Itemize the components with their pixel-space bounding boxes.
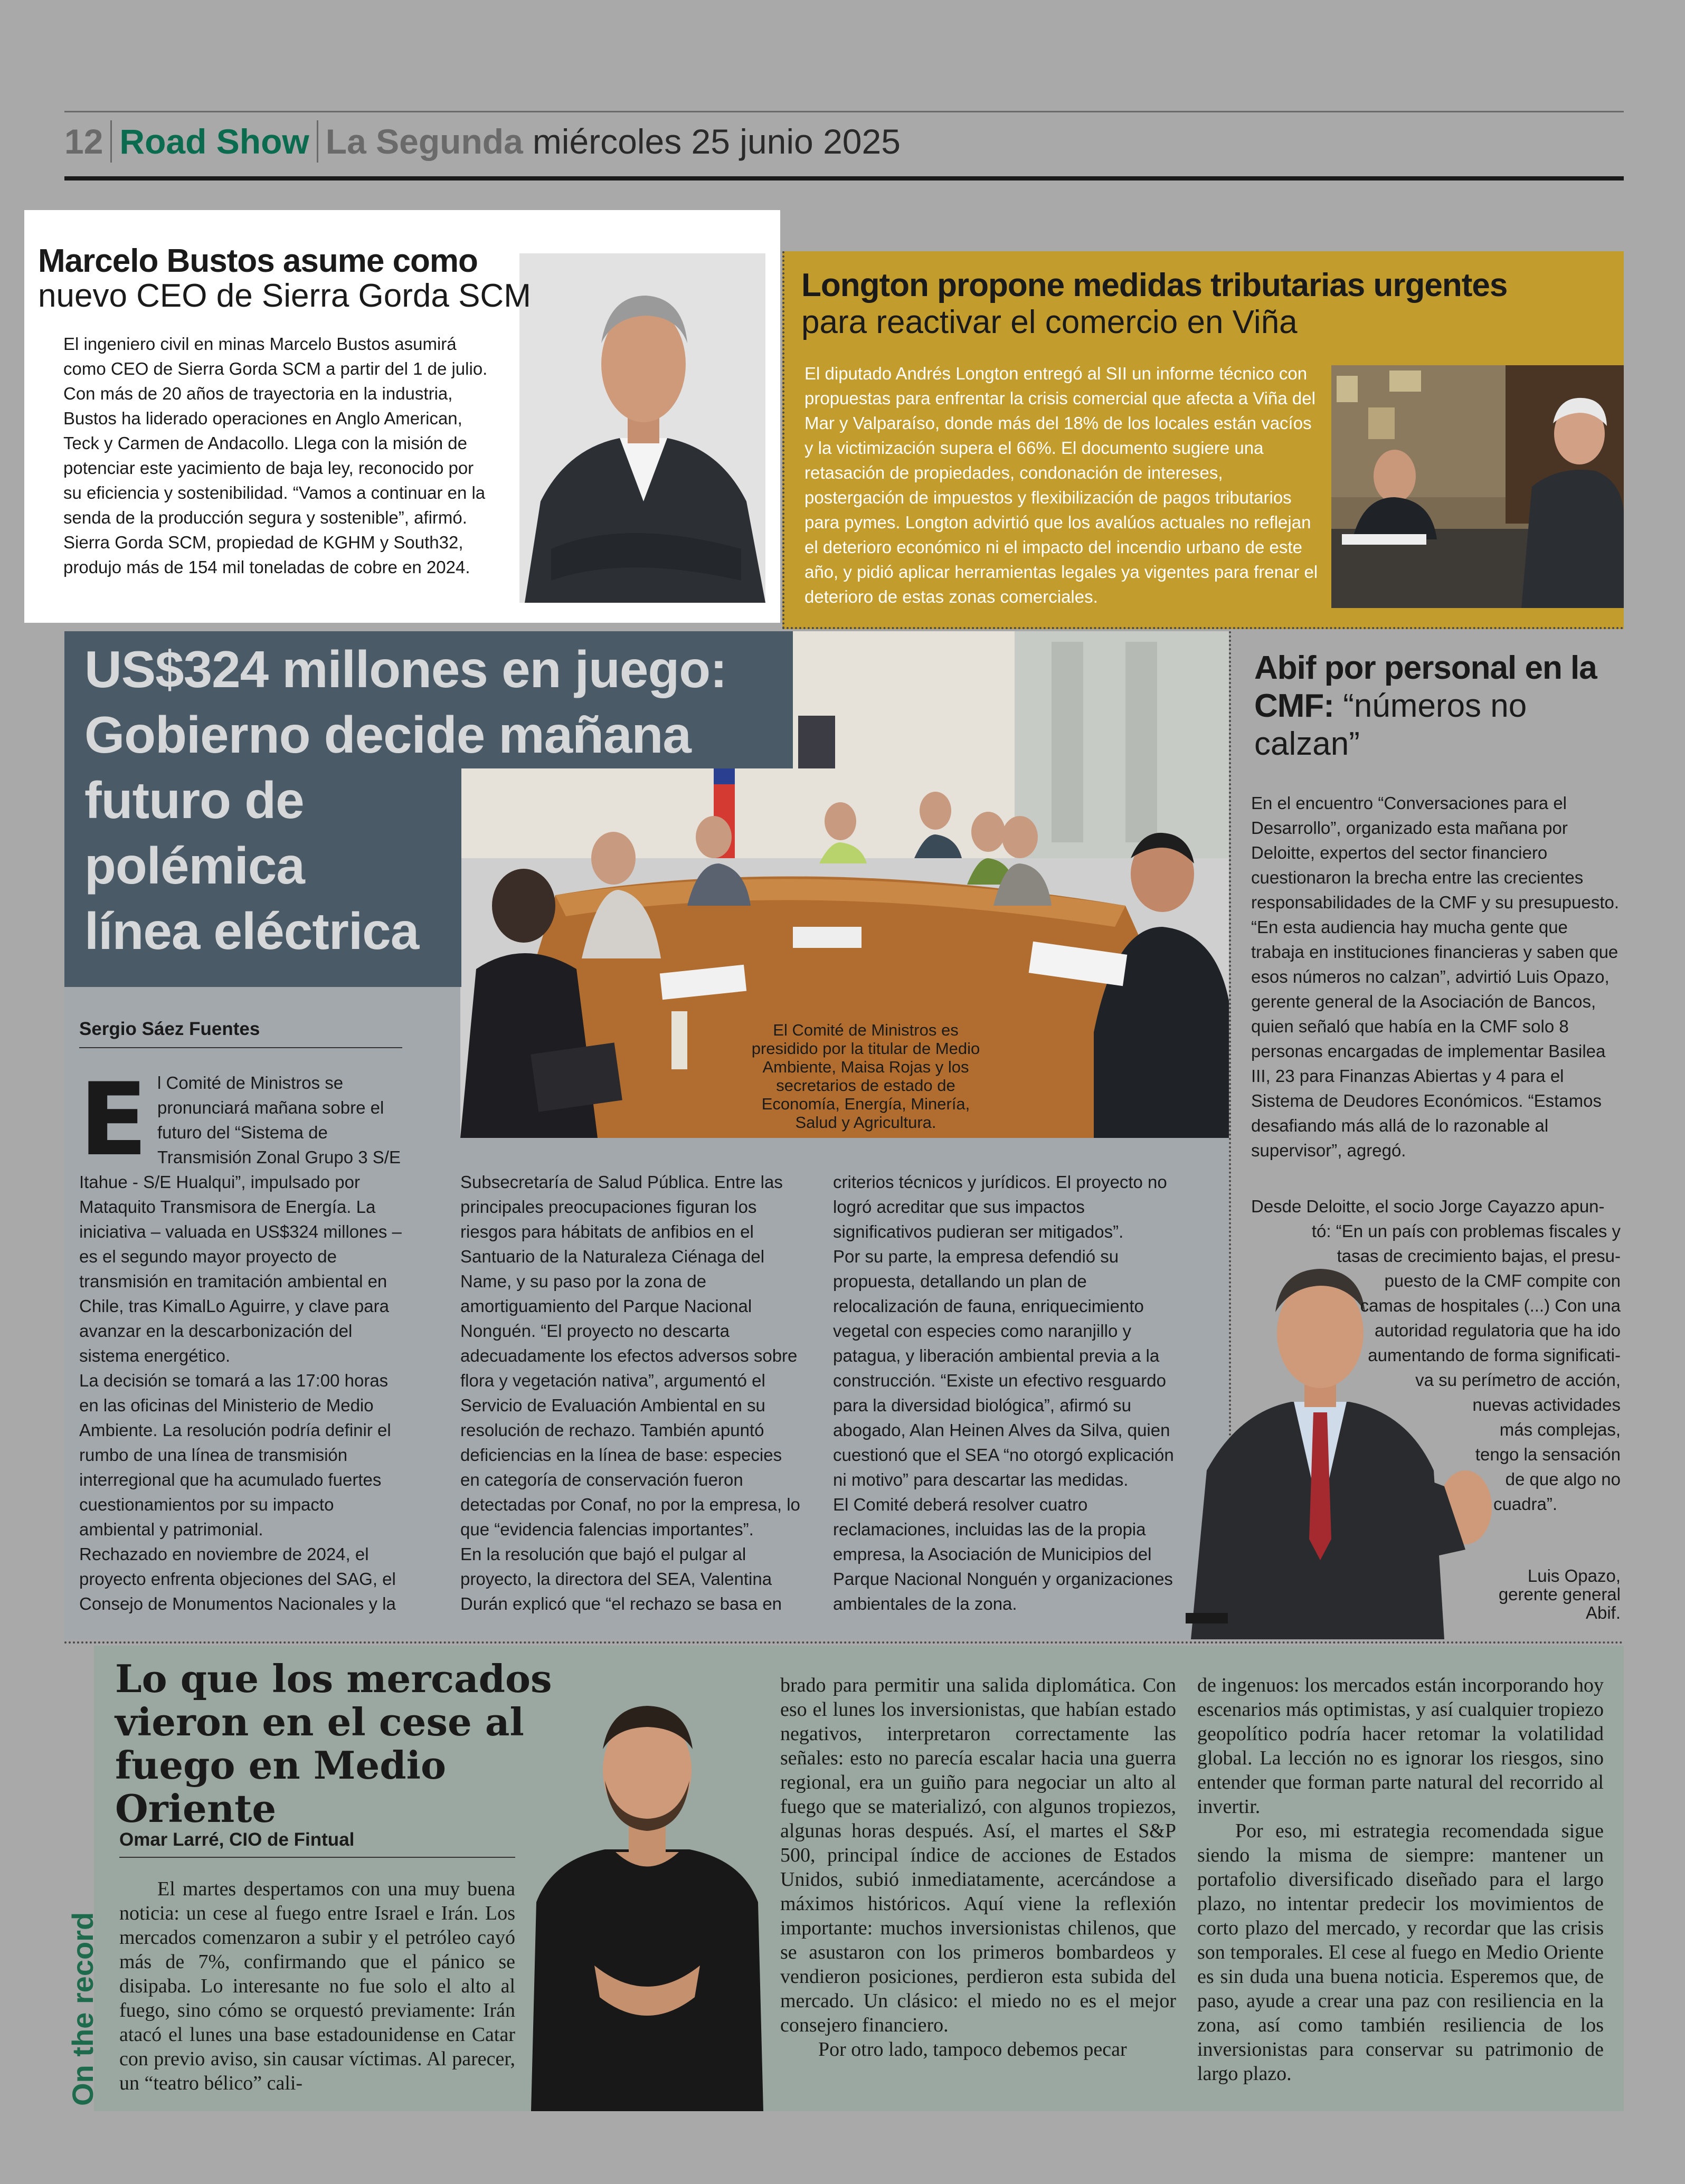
abif-headline-bold: Abif por personal en la CMF: <box>1254 650 1597 724</box>
photo-caption: El Comité de Ministros es presidido por la titular de Medio Ambiente, Maisa Rojas y los secretarios de estado de Economía, Energía, Minería, Salud y Agricultura. <box>751 1021 980 1132</box>
paragraph: brado para permitir una salida diplomática. Con eso el lunes los inversionistas, que habían estado negativos, interpretaron correctamente las señales: esto no parecía escalar hacia una guerra regional, era un guiño para negociar un alto al fuego que se materializó, con algunos tropiezos, algunas horas después. Así, el martes el S&P 500, principal índice de acciones de Estados Unidos, subió inmediatamente, acercándose a máximos históricos. Aquí viene la reflexión importante: muchos inversionistas chilenos, que se asustaron con los primeros bombardeos y vendieron posiciones, perdieron esta subida del mercado. Un clásico: el miedo no es el mejor consejero financiero. <box>780 1674 1176 2036</box>
larre-photo <box>520 1670 774 2111</box>
text-line: nuevas actividades <box>1472 1395 1621 1414</box>
text-line: cuadra”. <box>1493 1494 1557 1514</box>
abif-headline <box>1254 649 1613 763</box>
text-line: más complejas, <box>1499 1420 1621 1439</box>
text-line: tasas de crecimiento bajas, el presu- <box>1337 1246 1621 1266</box>
issue-date: miércoles 25 junio 2025 <box>532 122 901 161</box>
paragraph: Por su parte, la empresa defendió su propuesta, detallando un plan de relocalización de fauna, enriquecimiento vegetal con especies como naranjillo y patagua, y liberación ambiental previa a la construcción. “Existe un efectivo resguardo para la diversidad biológica”, afirmó su abogado, Alan Heinen Alves da Silva, quien cuestionó que el SEA “no otorgó explicación ni motivo” para descartar las medidas. <box>833 1247 1174 1489</box>
text-line: tó: “En un país con problemas fiscales y <box>1311 1221 1621 1241</box>
paragraph: criterios técnicos y jurídicos. El proyecto no logró acreditar que sus impactos significativos pudieran ser mitigados”. <box>833 1172 1167 1241</box>
paragraph: El Comité deberá resolver cuatro reclamaciones, incluidas las de la propia empresa, la Asociación de Municipios del Parque Nacional Nonguén y organizaciones ambientales de la zona. <box>833 1495 1173 1613</box>
abif-body: En el encuentro “Conversaciones para el Desarrollo”, organizado esta mañana por Deloitte, expertos del sector financiero cuestionaron la brecha entre las crecientes responsabilidades de la CMF y su presupuesto. “En esta audiencia hay mucha gente que trabaja en instituciones financieras y saben que esos números no calzan”, advirtió Luis Opazo, gerente general de la Asociación de Bancos, quien señaló que había en la CMF solo 8 personas encargadas de implementar Basilea III, 23 para Finanzas Abiertas y 4 para el Sistema de Deudores Económicos. “Estamos desafiando más allá de lo razonable al supervisor”, agregó. <box>1251 793 1620 1160</box>
larre-body-column-1: El martes despertamos con una muy buena noticia: un cese al fuego entre Israel e Irán. Los mercados comenzaron a subir y el petróleo cayó más de 7%, confirmando que el pánico se disipaba. Lo interesante no fue solo el alto al fuego, sino cómo se orquestó previamente: Irán atacó el lunes una base estadounidense en Catar con previo aviso, sin causar víctimas. Al parecer, un “teatro bélico” cali- <box>119 1878 515 2094</box>
byline-rule <box>119 1857 515 1858</box>
main-headline-line: US$324 millones en juego: <box>84 640 727 698</box>
header-top-rule <box>64 111 1624 112</box>
longton-photo <box>1331 365 1624 608</box>
abif-body-quote <box>1251 1194 1621 1516</box>
paragraph: Rechazado en noviembre de 2024, el proyecto enfrenta objeciones del SAG, el Consejo de Monumentos Nacionales y la <box>79 1544 396 1613</box>
paragraph: Itahue - S/E Hualqui”, impulsado por Mataquito Transmisora de Energía. La iniciativa – valuada en US$324 millones – es el segundo mayor proyecto de transmisión en tramitación ambiental en Chile, tras KimalLo Aguirre, y clave para avanzar en la descarbonización del sistema energético. <box>79 1172 402 1365</box>
text-line: va su perímetro de acción, <box>1415 1370 1621 1390</box>
paragraph: Por otro lado, tampoco debemos pecar <box>818 2038 1127 2060</box>
longton-body: El diputado Andrés Longton entregó al SII un informe técnico con propuestas para enfrentar la crisis comercial que afecta a Viña del Mar y Valparaíso, donde más del 18% de los locales están vacíos y la victimización supera el 66%. El documento sugiere una retasación de propiedades, condonación de intereses, postergación de impuestos y flexibilización de pagos tributarios para pymes. Longton advirtió que los avalúos actuales no reflejan el deterioro económico ni el impacto del incendio urbano de este año, y pidió aplicar herramientas legales ya vigentes para frenar el deterioro de estas zonas comerciales. <box>804 364 1318 606</box>
longton-headline-light: para reactivar el comercio en Viña <box>801 304 1298 340</box>
section-name: Road Show <box>119 122 309 161</box>
text-line: puesto de la CMF compite con <box>1384 1271 1621 1290</box>
larre-headline: Lo que los mercados vieron en el cese al fuego en Medio Oriente <box>115 1656 552 1831</box>
main-body-column-3 <box>833 1170 1176 1616</box>
bustos-body: El ingeniero civil en minas Marcelo Bustos asumirá como CEO de Sierra Gorda SCM a partir del 1 de julio. Con más de 20 años de trayectoria en la industria, Bustos ha liderado operaciones en Anglo American, Teck y Carmen de Andacollo. Llega con la misión de potenciar este yacimiento de baja ley, reconocido por su eficiencia y sostenibilidad. “Vamos a continuar en la senda de la producción segura y sostenible”, afirmó. Sierra Gorda SCM, propiedad de KGHM y South32, produjo más de 154 mil toneladas de cobre en 2024. <box>63 334 488 577</box>
byline: Sergio Sáez Fuentes <box>79 1019 260 1039</box>
bustos-headline-bold: Marcelo Bustos asume como <box>38 243 478 279</box>
text-line: tengo la sensación <box>1475 1445 1621 1464</box>
main-body-column-2 <box>460 1170 803 1616</box>
abif-headline-light: “números no calzan” <box>1254 688 1527 762</box>
larre-body-column-3 <box>1197 1673 1604 2086</box>
section-divider <box>64 1641 1624 1644</box>
text-line: de que algo no <box>1505 1469 1621 1489</box>
main-headline-line: línea eléctrica <box>84 902 419 960</box>
header-divider <box>317 120 318 163</box>
paragraph: Subsecretaría de Salud Pública. Entre las principales preocupaciones figuran los riesgos para hábitats de anfibios en el Santuario de la Naturaleza Ciénaga del Name, y su paso por la zona de amortiguamiento del Parque Nacional Nonguén. “El proyecto no descarta adecuadamente los efectos adversos sobre flora y vegetación nativa”, argumentó el Servicio de Evaluación Ambiental en su resolución de rechazo. También apuntó deficiencias en la línea de base: especies en categoría de conservación fueron detectadas por Conaf, no por la empresa, lo que “evidencia falencias importantes”. <box>460 1172 800 1539</box>
publication-name: La Segunda <box>325 122 523 161</box>
larre-body-column-2 <box>780 1673 1176 2062</box>
text-line: camas de hospitales (...) Con una <box>1360 1296 1621 1315</box>
byline-rule <box>79 1047 402 1048</box>
drop-cap: E <box>79 1061 148 1178</box>
paragraph: La decisión se tomará a las 17:00 horas en las oficinas del Ministerio de Medio Ambiente. La resolución podría definir el rumbo de una línea de transmisión interregional que ha acumulado fuertes cuestionamientos por su impacto ambiental y patrimonial. <box>79 1371 391 1539</box>
main-body-intro: l Comité de Ministros se pronunciará mañana sobre el futuro del “Sistema de Transmisión Zonal Grupo 3 S/E <box>157 1073 401 1167</box>
main-headline-line: futuro de <box>84 771 304 829</box>
larre-byline: Omar Larré, CIO de Fintual <box>119 1829 355 1850</box>
longton-headline <box>801 267 1614 341</box>
longton-headline-bold: Longton propone medidas tributarias urgentes <box>801 267 1508 303</box>
main-headline-line: Gobierno decide mañana <box>84 706 691 764</box>
text-line: aumentando de forma significati- <box>1368 1345 1621 1365</box>
paragraph: En la resolución que bajó el pulgar al proyecto, la directora del SEA, Valentina Durán explicó que “el rechazo se basa en <box>460 1544 782 1613</box>
page-number: 12 <box>64 122 103 161</box>
paragraph: Por eso, mi estrategia recomendada sigue siendo la misma de siempre: mantener un portafolio diversificado diseñado para el largo plazo, no intentar predecir los movimientos de corto plazo del mercado, y recordar que las crisis son temporales. El cese al fuego en Medio Oriente es sin duda una buena noticia. Esperemos que, de paso, ayude a crear una paz con resiliencia en la zona, así como también resiliencia de los inversionistas para conservar su patrimonio de largo plazo. <box>1197 1820 1604 2085</box>
bustos-headline-light: nuevo CEO de Sierra Gorda SCM <box>38 278 531 314</box>
text-line: autoridad regulatoria que ha ido <box>1374 1321 1621 1340</box>
paragraph: de ingenuos: los mercados están incorporando hoy escenarios más optimistas, y así cualquier tropiezo geopolítico podría hacer retomar la volatilidad global. La lección no es ignorar los riesgos, sino entender que forman parte natural del recorrido al invertir. <box>1197 1674 1604 1818</box>
main-headline <box>84 637 823 964</box>
header-divider <box>110 120 112 163</box>
main-body-column-1 <box>79 1170 412 1616</box>
bustos-headline <box>38 244 571 314</box>
header-bottom-rule <box>64 176 1624 181</box>
text-line: Desde Deloitte, el socio Jorge Cayazzo apun- <box>1251 1197 1605 1216</box>
opazo-caption: Luis Opazo, gerente general Abif. <box>1498 1566 1621 1622</box>
on-the-record-tag: On the record <box>66 1912 99 2106</box>
page-header <box>64 115 901 168</box>
main-headline-line: polémica <box>84 837 305 895</box>
